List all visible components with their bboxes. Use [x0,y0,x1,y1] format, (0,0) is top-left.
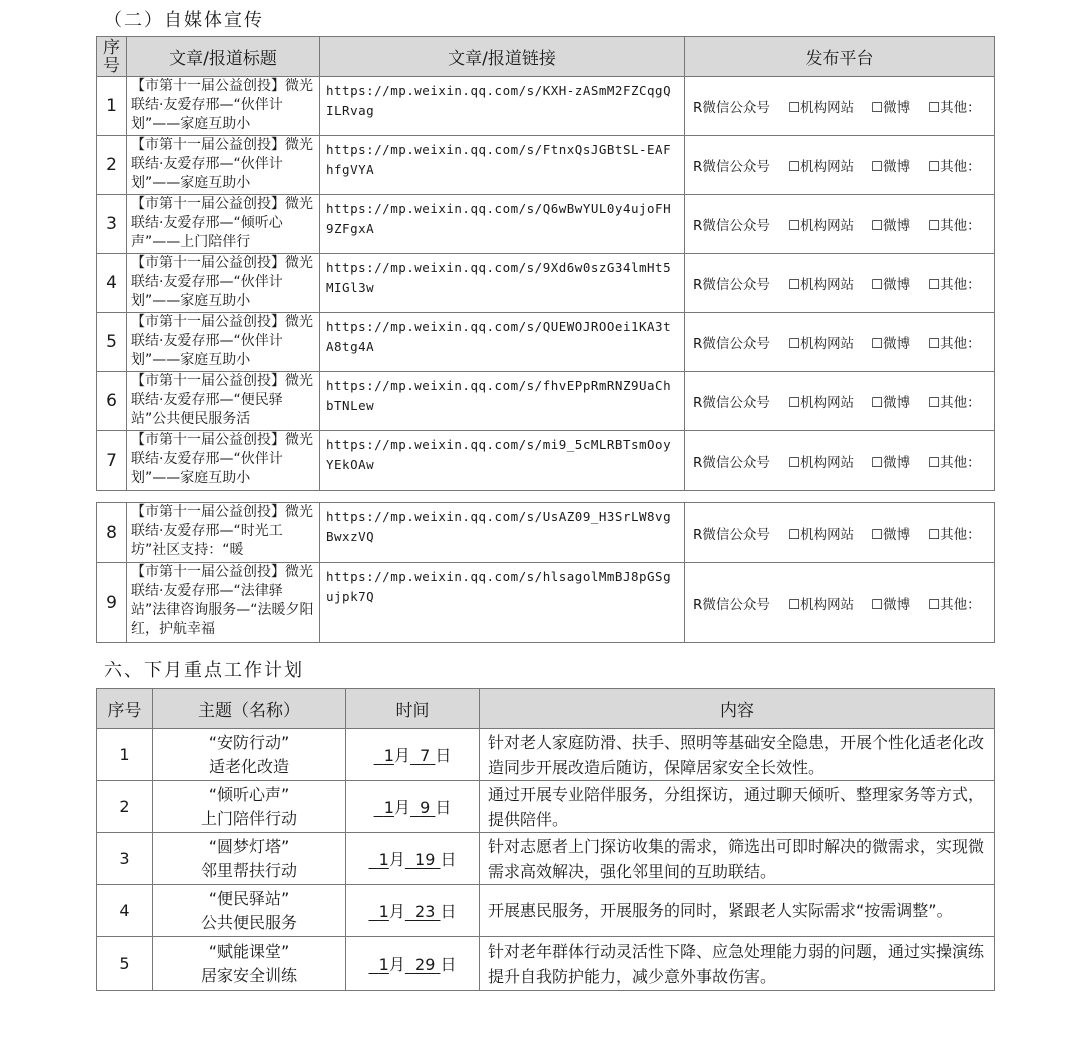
plan-date [346,729,480,781]
row-seq: 6 [97,372,127,431]
plan-day-label: 日 [435,746,452,765]
plan-topic-sub: 上门陪伴行动 [200,808,297,828]
platform-website: ☐机构网站 [788,336,855,352]
article-title-text: 【市第十一届公益创投】微光联结·友爱存邢—“伙伴计划”——家庭互助小 [131,137,313,191]
header-platform: 发布平台 [685,37,995,77]
row-seq: 4 [97,254,127,313]
plan-date [346,781,480,833]
article-title [127,195,320,254]
platform-website: ☐机构网站 [788,100,855,116]
article-title-text: 【市第十一届公益创投】微光联结·友爱存邢—“便民驿站”公共便民服务活 [131,373,313,427]
plan-day: 7 [420,746,431,765]
row-seq: 1 [97,77,127,136]
plan-day-label: 日 [440,902,457,921]
platform-wechat: R微信公众号 [693,100,770,116]
table-row [97,431,995,491]
plan-day-label: 日 [440,850,457,869]
header-link: 文章/报道链接 [320,37,685,77]
platform-website: ☐机构网站 [788,596,855,613]
plan-topic [153,937,346,991]
platform-weibo: ☐微博 [871,277,911,293]
platform-website: ☐机构网站 [788,218,855,234]
platform-options [685,77,995,136]
article-title [127,136,320,195]
plan-topic [153,885,346,937]
header-seq: 序号 [97,37,127,77]
platform-wechat: R微信公众号 [693,336,770,352]
platform-website: ☐机构网站 [788,159,855,175]
table-row [97,77,995,136]
plan-topic-sub: 居家安全训练 [200,965,297,985]
platform-other: ☐其他： [928,596,981,613]
platform-other: ☐其他： [928,100,981,116]
article-link[interactable]: https://mp.weixin.qq.com/s/Q6wBwYUL0y4ujoFH9ZFgxA [320,195,685,254]
plan-topic-name: “圆梦灯塔” [208,836,290,856]
plan-date [346,885,480,937]
platform-wechat: R微信公众号 [693,454,770,471]
platform-other: ☐其他： [928,277,981,293]
header-title: 文章/报道标题 [127,37,320,77]
platform-weibo: ☐微博 [871,395,911,411]
platform-options [685,372,995,431]
plan-month-label: 月 [388,850,405,869]
plan-month: 1 [378,955,389,974]
plan-seq: 1 [97,729,153,781]
plan-month: 1 [378,902,389,921]
platform-wechat: R微信公众号 [693,395,770,411]
platform-weibo: ☐微博 [871,218,911,234]
platform-website: ☐机构网站 [788,395,855,411]
table-row [97,313,995,372]
plan-month-label: 月 [388,902,405,921]
article-title [127,77,320,136]
platform-wechat: R微信公众号 [693,596,770,613]
plan-header-seq: 序号 [97,689,153,729]
plan-date [346,937,480,991]
platform-options [685,563,995,643]
platform-options [685,136,995,195]
platform-wechat: R微信公众号 [693,277,770,293]
plan-topic-name: “赋能课堂” [208,941,290,961]
table-row [97,563,995,643]
section-title-media: （二）自媒体宣传 [104,10,264,31]
platform-options [685,195,995,254]
plan-seq: 3 [97,833,153,885]
plan-topic-name: “倾听心声” [208,784,290,804]
plan-topic [153,729,346,781]
plan-seq: 5 [97,937,153,991]
article-link[interactable]: https://mp.weixin.qq.com/s/mi9_5cMLRBTsmOoyYEkOAw [320,431,685,491]
article-title-text: 【市第十一届公益创投】微光联结·友爱存邢—“伙伴计划”——家庭互助小 [131,78,313,132]
article-title [127,372,320,431]
article-link[interactable]: https://mp.weixin.qq.com/s/QUEWOJROOei1KA3tA8tg4A [320,313,685,372]
platform-weibo: ☐微博 [871,596,911,613]
article-link[interactable]: https://mp.weixin.qq.com/s/UsAZ09_H3SrLW8vgBwxzVQ [320,503,685,563]
plan-content: 开展惠民服务，开展服务的同时，紧跟老人实际需求“按需调整”。 [480,885,995,937]
table-row [97,503,995,563]
platform-options [685,313,995,372]
article-title-text: 【市第十一届公益创投】微光联结·友爱存邢—“伙伴计划”——家庭互助小 [131,314,313,368]
media-table [96,36,995,491]
plan-seq: 4 [97,885,153,937]
platform-wechat: R微信公众号 [693,526,770,543]
plan-row [97,729,995,781]
plan-topic-name: “便民驿站” [208,888,290,908]
platform-options [685,254,995,313]
table-row [97,136,995,195]
row-seq: 5 [97,313,127,372]
plan-month: 1 [383,746,394,765]
article-link[interactable]: https://mp.weixin.qq.com/s/FtnxQsJGBtSL-EAFhfgVYA [320,136,685,195]
platform-weibo: ☐微博 [871,159,911,175]
table-row [97,372,995,431]
article-title-text: 【市第十一届公益创投】微光联结·友爱存邢—“法律驿站”法律咨询服务—“法暖夕阳红，护航幸福 [131,564,314,637]
plan-seq: 2 [97,781,153,833]
article-title-text: 【市第十一届公益创投】微光联结·友爱存邢—“伙伴计划”——家庭互助小 [131,255,313,309]
platform-weibo: ☐微博 [871,454,911,471]
plan-table [96,688,995,991]
platform-weibo: ☐微博 [871,100,911,116]
platform-wechat: R微信公众号 [693,159,770,175]
article-title-text: 【市第十一届公益创投】微光联结·友爱存邢—“倾听心声”——上门陪伴行 [131,196,313,250]
article-link[interactable]: https://mp.weixin.qq.com/s/KXH-zASmM2FZCqgQILRvag [320,77,685,136]
article-title [127,503,320,563]
article-link[interactable]: https://mp.weixin.qq.com/s/hlsagolMmBJ8pGSgujpk7Q [320,563,685,643]
plan-topic-sub: 邻里帮扶行动 [200,860,297,880]
article-title-text: 【市第十一届公益创投】微光联结·友爱存邢—“伙伴计划”——家庭互助小 [131,432,313,486]
platform-weibo: ☐微博 [871,526,911,543]
plan-month-label: 月 [393,746,410,765]
table-row [97,254,995,313]
plan-content: 针对志愿者上门探访收集的需求，筛选出可即时解决的微需求，实现微需求高效解决，强化邻里间的互助联结。 [480,833,995,885]
plan-topic-name: “安防行动” [208,732,290,752]
plan-month: 1 [378,850,389,869]
article-title [127,254,320,313]
platform-wechat: R微信公众号 [693,218,770,234]
platform-other: ☐其他： [928,526,981,543]
plan-month-label: 月 [388,955,405,974]
plan-content: 针对老人家庭防滑、扶手、照明等基础安全隐患，开展个性化适老化改造同步开展改造后随访，保障居家安全长效性。 [480,729,995,781]
plan-row [97,937,995,991]
article-title [127,431,320,491]
plan-header-time: 时间 [346,689,480,729]
plan-topic [153,781,346,833]
plan-month: 1 [383,798,394,817]
plan-header-content: 内容 [480,689,995,729]
platform-options [685,503,995,563]
platform-website: ☐机构网站 [788,526,855,543]
plan-month-label: 月 [393,798,410,817]
article-title [127,313,320,372]
row-seq: 2 [97,136,127,195]
platform-options [685,431,995,491]
article-title-text: 【市第十一届公益创投】微光联结·友爱存邢—“时光工坊”社区支持：“暖 [131,504,313,558]
plan-topic-sub: 适老化改造 [208,756,289,776]
row-seq: 9 [97,563,127,643]
row-seq: 7 [97,431,127,491]
platform-other: ☐其他： [928,218,981,234]
plan-content: 通过开展专业陪伴服务，分组探访，通过聊天倾听、整理家务等方式，提供陪伴。 [480,781,995,833]
plan-day: 19 [415,850,436,869]
platform-weibo: ☐微博 [871,336,911,352]
section-title-plan: 六、下月重点工作计划 [104,660,304,681]
plan-day: 9 [420,798,431,817]
platform-other: ☐其他： [928,454,981,471]
plan-row [97,833,995,885]
plan-row [97,781,995,833]
plan-day: 29 [415,955,436,974]
platform-other: ☐其他： [928,159,981,175]
media-table-continued [96,502,995,643]
plan-day-label: 日 [440,955,457,974]
plan-day-label: 日 [435,798,452,817]
platform-website: ☐机构网站 [788,277,855,293]
plan-date [346,833,480,885]
platform-other: ☐其他： [928,395,981,411]
row-seq: 3 [97,195,127,254]
plan-topic [153,833,346,885]
article-link[interactable]: https://mp.weixin.qq.com/s/fhvEPpRmRNZ9UaChbTNLew [320,372,685,431]
plan-row [97,885,995,937]
plan-topic-sub: 公共便民服务 [200,912,297,932]
table-row [97,195,995,254]
platform-other: ☐其他： [928,336,981,352]
platform-website: ☐机构网站 [788,454,855,471]
article-title [127,563,320,643]
plan-day: 23 [415,902,436,921]
article-link[interactable]: https://mp.weixin.qq.com/s/9Xd6w0szG34lmHt5MIGl3w [320,254,685,313]
row-seq: 8 [97,503,127,563]
plan-header-topic: 主题（名称） [153,689,346,729]
plan-content: 针对老年群体行动灵活性下降、应急处理能力弱的问题，通过实操演练提升自我防护能力，减少意外事故伤害。 [480,937,995,991]
